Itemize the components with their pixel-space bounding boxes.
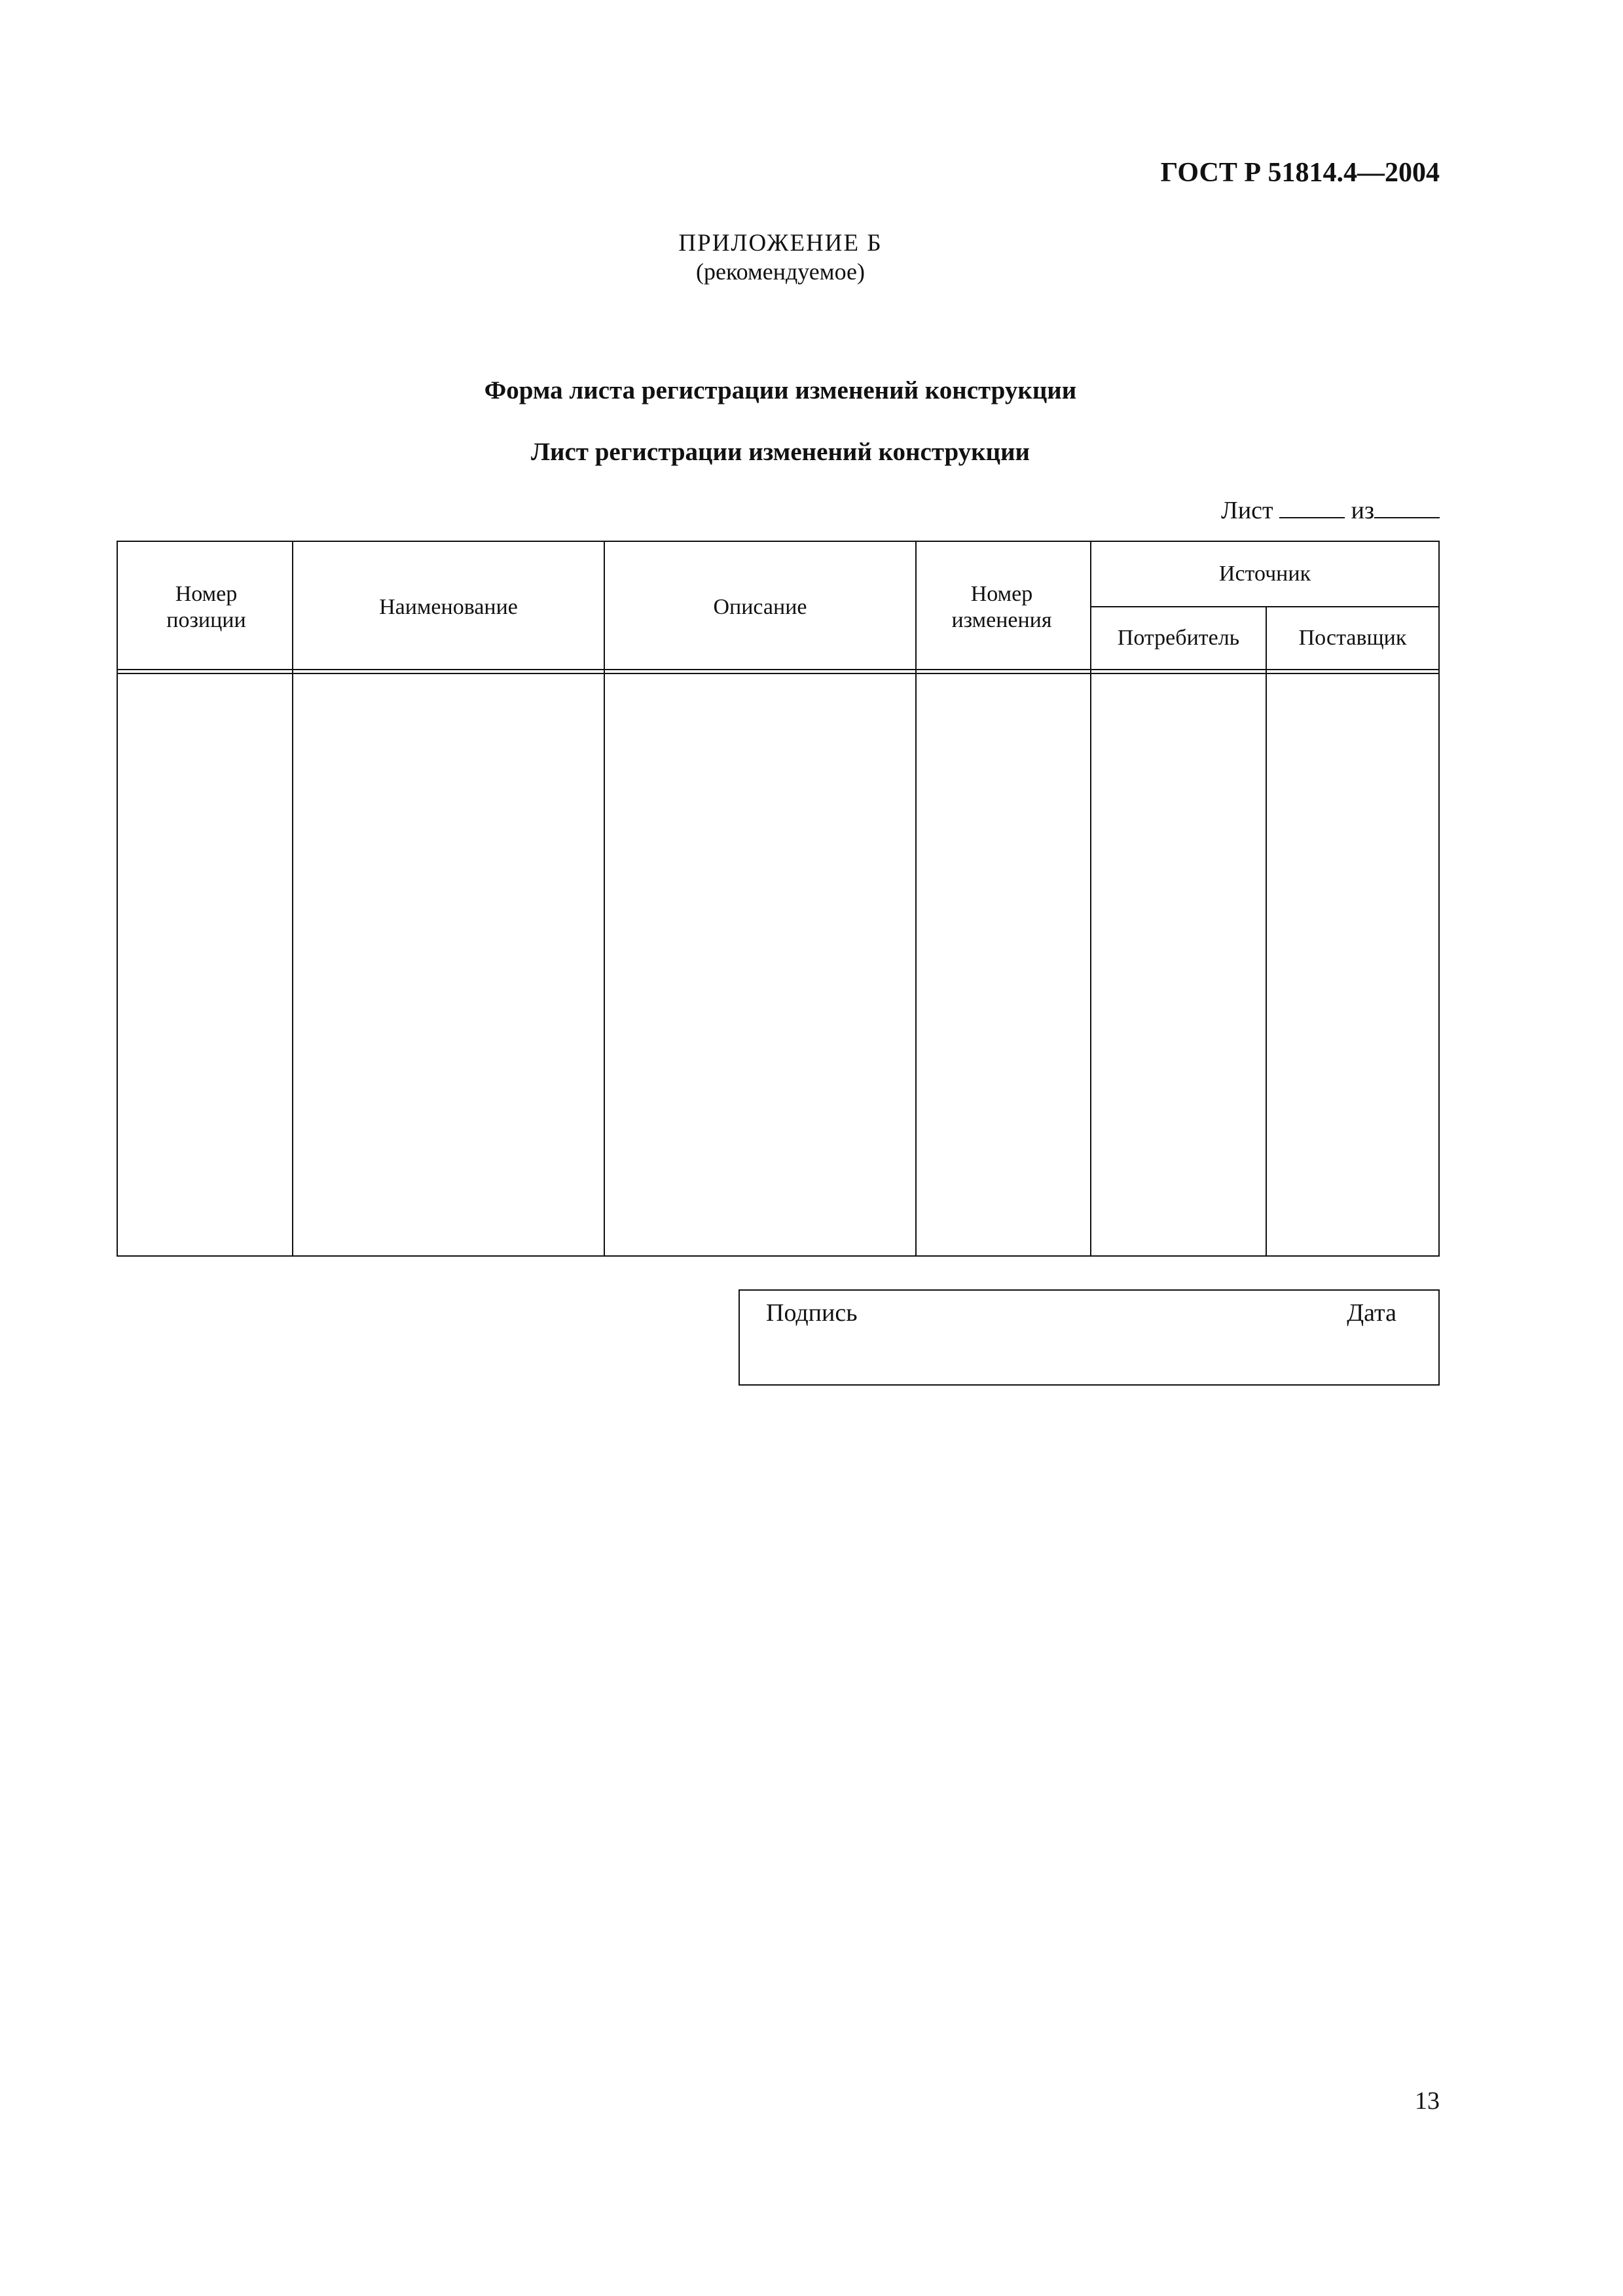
header-supplier: Поставщик	[1298, 626, 1407, 650]
sheet-number-field[interactable]	[1279, 497, 1345, 518]
page-number: 13	[1415, 2087, 1440, 2115]
header-change-number: Номер изменения	[951, 582, 1052, 632]
appendix-status: (рекомендуемое)	[696, 259, 865, 285]
header-bottom-rule	[118, 669, 1438, 670]
document-code: ГОСТ Р 51814.4—2004	[1160, 158, 1440, 188]
form-title: Форма листа регистрации изменений конструкции	[484, 376, 1077, 404]
header-bottom-rule-double	[118, 673, 1438, 674]
appendix-title: ПРИЛОЖЕНИЕ Б	[678, 230, 883, 257]
header-position-number: Номер позиции	[166, 582, 246, 632]
signature-box	[739, 1289, 1440, 1386]
sheet-counter	[1221, 496, 1440, 525]
registration-table	[117, 541, 1440, 1257]
date-label: Дата	[1347, 1299, 1396, 1327]
header-name: Наименование	[379, 595, 518, 619]
of-label: из	[1351, 497, 1374, 524]
column-divider	[1266, 606, 1267, 1255]
sheet-total-field[interactable]	[1374, 497, 1440, 518]
signature-label: Подпись	[766, 1299, 858, 1327]
header-consumer: Потребитель	[1117, 626, 1240, 650]
column-divider	[915, 542, 917, 1255]
header-source: Источник	[1218, 562, 1311, 586]
sheet-title: Лист регистрации изменений конструкции	[530, 438, 1030, 466]
header-description: Описание	[713, 595, 807, 619]
sheet-label: Лист	[1221, 497, 1273, 524]
